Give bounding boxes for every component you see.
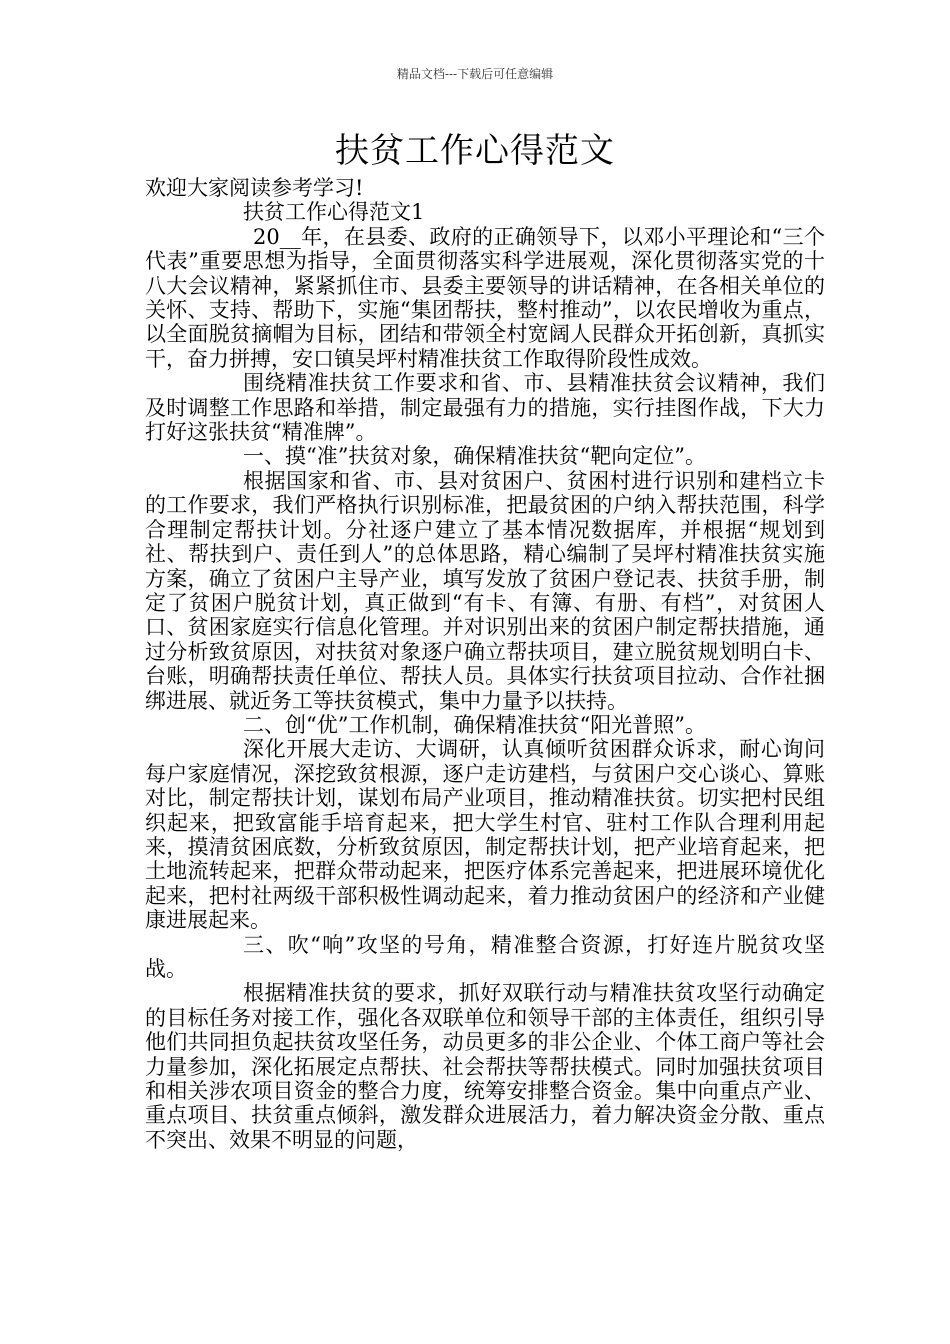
heading-2: 二、创“优”工作机制，确保精准扶贫“阳光普照”。 [243, 712, 706, 737]
heading-1: 一、摸“准”扶贫对象，确保精准扶贫“靶向定位”。 [243, 444, 706, 469]
section-subtitle: 扶贫工作心得范文1 [243, 200, 425, 225]
header-note: 精品文档---下载后可任意编辑 [396, 67, 554, 81]
paragraph-2: 围绕精准扶贫工作要求和省、市、县精准扶贫会议精神，我们及时调整工作思路和举措，制定最强有力的措施，实行挂图作战，下大力打好这张扶贫“精准牌”。 [145, 371, 825, 445]
paragraph-5: 根据精准扶贫的要求，抓好双联行动与精准扶贫攻坚行动确定的目标任务对接工作，强化各双联单位和领导干部的主体责任，组织引导他们共同担负起扶贫攻坚任务，动员更多的非公企业、个体工商户等社会力量参加，深化拓展定点帮扶、社会帮扶等帮扶模式。同时加强扶贫项目和相关涉农项目资金的整合力度，统筹安排整合资金。集中向重点产业、重点项目、扶贫重点倾斜，激发群众进展活力，着力解决资金分散、重点不突出、效果不明显的问题， [145, 981, 825, 1152]
document-body [145, 176, 825, 1152]
heading-3: 三、吹“响”攻坚的号角，精准整合资源，打好连片脱贫攻坚战。 [145, 932, 825, 981]
paragraph-3: 根据国家和省、市、县对贫困户、贫困村进行识别和建档立卡的工作要求，我们严格执行识别标准，把最贫困的户纳入帮扶范围，科学合理制定帮扶计划。分社逐户建立了基本情况数据库，并根据“规划到社、帮扶到户、责任到人”的总体思路，精心编制了吴坪村精准扶贫实施方案，确立了贫困户主导产业，填写发放了贫困户登记表、扶贫手册，制定了贫困户脱贫计划，真正做到“有卡、有簿、有册、有档”，对贫困人口、贫困家庭实行信息化管理。并对识别出来的贫困户制定帮扶措施，通过分析致贫原因，对扶贫对象逐户确立帮扶项目，建立脱贫规划明白卡、台账，明确帮扶责任单位、帮扶人员。具体实行扶贫项目拉动、合作社捆绑进展、就近务工等扶贫模式，集中力量予以扶持。 [145, 468, 825, 713]
document-title: 扶贫工作心得范文 [335, 131, 615, 171]
paragraph-4: 深化开展大走访、大调研，认真倾听贫困群众诉求，耐心询问每户家庭情况，深挖致贫根源，逐户走访建档，与贫困户交心谈心、算账对比，制定帮扶计划，谋划布局产业项目，推动精准扶贫。切实把村民组织起来，把致富能手培育起来，把大学生村官、驻村工作队合理利用起来，摸清贫困底数，分析致贫原因，制定帮扶计划，把产业培育起来，把土地流转起来，把群众带动起来，把医疗体系完善起来，把进展环境优化起来，把村社两级干部积极性调动起来，着力推动贫困户的经济和产业健康进展起来。 [145, 737, 825, 933]
paragraph-1: 20__年，在县委、政府的正确领导下，以邓小平理论和“三个代表”重要思想为指导，全面贯彻落实科学进展观，深化贯彻落实党的十八大会议精神，紧紧抓住市、县委主要领导的讲话精神，在各相关单位的关怀、支持、帮助下，实施“集团帮扶，整村推动”，以农民增收为重点，以全面脱贫摘帽为目标，团结和带领全村宽阔人民群众开拓创新，真抓实干，奋力拼搏，安口镇吴坪村精准扶贫工作取得阶段性成效。 [145, 224, 825, 371]
intro-line: 欢迎大家阅读参考学习! [145, 176, 364, 200]
